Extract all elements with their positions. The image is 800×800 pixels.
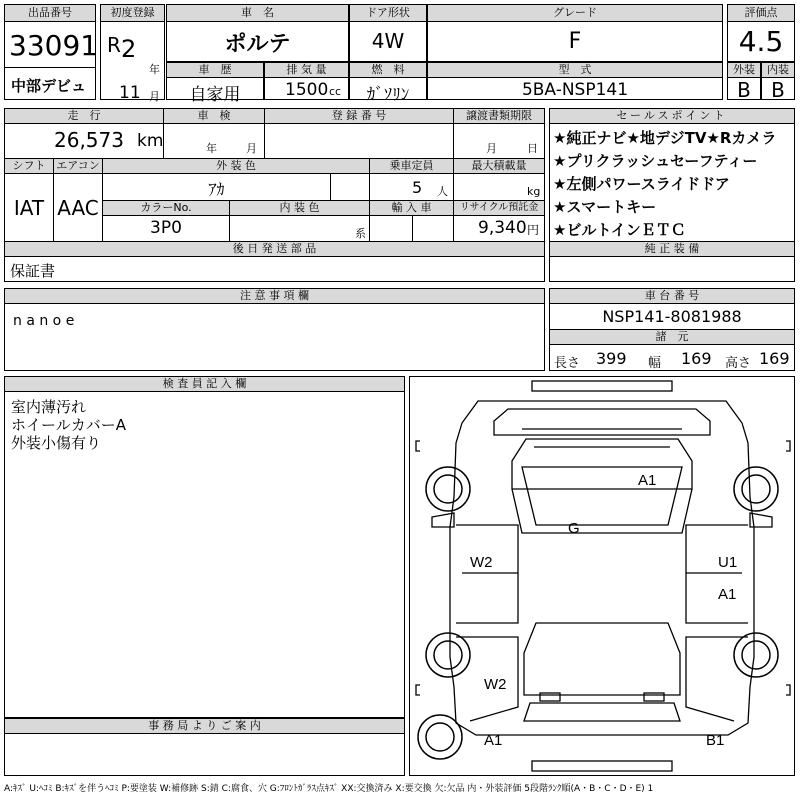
color-value: ｱｶ (208, 180, 225, 199)
colorno-value: 3P0 (150, 218, 182, 238)
registration-label: 初度登録 (100, 4, 165, 22)
interior-color-label: 内 装 色 (229, 200, 370, 216)
lot-box (4, 4, 99, 100)
car-name-box (166, 4, 349, 62)
score-box (727, 4, 795, 62)
inspector-box (4, 376, 405, 718)
later-parts-label: 後 日 発 送 部 品 (4, 241, 545, 257)
interior-grade-label: 内装 (761, 62, 795, 78)
sales-item-3: ★左側パワースライドドア (553, 175, 730, 193)
length-value: 399 (596, 349, 627, 368)
year-unit: 年 (149, 63, 160, 76)
inspection-year-unit: 年 (206, 142, 217, 155)
history-value: 自家用 (189, 85, 241, 105)
exterior-grade: B (737, 78, 751, 102)
shift-label: シフト (4, 158, 54, 174)
door-label: ドア形状 (349, 4, 427, 22)
car-name: ポルテ (224, 32, 291, 57)
era-text: R (107, 33, 121, 57)
registration-box (100, 4, 165, 103)
shift-value: IAT (13, 196, 45, 220)
inspector-line-3: 外装小傷有り (11, 434, 102, 452)
height-label: 高さ (725, 356, 752, 371)
capacity-unit: 人 (437, 185, 448, 198)
legend-text: A:ｷｽﾞ U:ﾍｺﾐ B:ｷｽﾞを伴うﾍｺﾐ P:要塗装 W:補修跡 S:錆 C:腐食、穴 G:ﾌﾛﾝﾄｶﾞﾗｽ点ｷｽﾞ XX:交換済み X:要交換 欠:欠品 内・外装評価 5段階ﾗﾝｸ順(A・B・C・D・E) 1 (4, 784, 654, 794)
inspection-month-unit: 月 (246, 142, 257, 155)
displacement-unit: cc (329, 85, 342, 98)
mark-b1: B1 (706, 732, 725, 749)
chassis-number: NSP141-8081988 (602, 307, 742, 326)
inspection-label: 車 検 (163, 108, 265, 124)
transfer-label: 譲渡書類期限 (453, 108, 545, 124)
capacity-value: 5 (412, 178, 423, 197)
mark-a1-bottom: A1 (484, 732, 503, 749)
chassis-box (549, 288, 795, 371)
door-value: 4W (371, 29, 405, 53)
color-label: 外 装 色 (102, 158, 370, 174)
car-name-label: 車 名 (166, 4, 349, 22)
length-label: 長さ (554, 356, 581, 371)
grade-box (427, 4, 723, 62)
debut-text: 中部デビュ (11, 77, 87, 95)
history-box (166, 62, 264, 105)
displacement-box (264, 62, 349, 100)
ac-value: AAC (57, 196, 99, 220)
equipment-area (549, 256, 795, 282)
lot-number: 33091 (9, 29, 99, 62)
import-label: 輸 入 車 (369, 200, 454, 216)
sales-item-1: ★純正ナビ★地デジTV★Rカメラ (553, 129, 777, 147)
transfer-day-unit: 日 (527, 142, 538, 155)
notes-label: 注 意 事 項 欄 (4, 288, 545, 304)
interior-color-unit: 系 (355, 227, 366, 240)
month-text: 11 (119, 83, 141, 103)
history-label: 車 歴 (166, 62, 264, 78)
colorno-label: カラーNo. (102, 200, 230, 216)
capacity-label: 乗車定員 (369, 158, 454, 174)
recycle-unit: 円 (527, 223, 540, 237)
lot-label: 出品番号 (4, 4, 96, 22)
office-label: 事 務 局 よ り ご 案 内 (4, 718, 405, 734)
inspector-label: 検 査 員 記 入 欄 (4, 376, 405, 392)
chassis-label: 車 台 番 号 (549, 288, 795, 304)
mark-u1: U1 (718, 554, 738, 571)
exterior-grade-label: 外装 (727, 62, 761, 78)
exterior-grade-box (727, 62, 761, 100)
load-label: 最大積載量 (453, 158, 545, 174)
mileage-unit: km (137, 131, 164, 151)
notes-box (4, 288, 545, 371)
notes-text: n a n o e (13, 313, 75, 329)
fuel-label: 燃 料 (349, 62, 427, 78)
inspector-line-1: 室内薄汚れ (11, 398, 87, 416)
car-diagram-drawing (410, 377, 794, 775)
interior-grade-box (761, 62, 795, 100)
mileage-label: 走 行 (4, 108, 164, 124)
displacement-value: 1500 (285, 80, 329, 100)
equipment-label: 純 正 装 備 (549, 241, 795, 257)
sales-item-4: ★スマートキー (553, 198, 657, 216)
office-box (4, 718, 405, 776)
car-diagram (409, 376, 795, 776)
width-value: 169 (681, 349, 712, 368)
month-unit: 月 (149, 90, 160, 103)
plate-label: 登 録 番 号 (264, 108, 454, 124)
displacement-label: 排 気 量 (264, 62, 349, 78)
sales-box (549, 108, 795, 242)
width-label: 幅 (648, 356, 662, 371)
ac-label: エアコン (53, 158, 103, 174)
mark-w2-left: W2 (470, 554, 493, 571)
sales-item-5: ★ビルトインＥＴＣ (553, 221, 686, 239)
sales-label: セールスポイント (549, 108, 795, 124)
dims-label: 諸 元 (549, 329, 795, 345)
recycle-value: 9,340 (478, 218, 527, 238)
later-parts-value: 保証書 (10, 262, 56, 280)
year-text: 2 (121, 35, 137, 63)
mileage-value: 26,573 (54, 128, 124, 152)
fuel-value: ｶﾞｿﾘﾝ (366, 85, 410, 105)
sales-item-2: ★プリクラッシュセーフティー (553, 152, 758, 170)
model-box (427, 62, 723, 100)
interior-grade: B (771, 78, 785, 102)
load-unit: kg (527, 185, 541, 198)
door-box (349, 4, 427, 62)
score-value: 4.5 (738, 25, 784, 58)
mark-a1-top: A1 (638, 472, 657, 489)
transfer-month-unit: 月 (486, 142, 497, 155)
fuel-box (349, 62, 427, 105)
inspector-line-2: ホイールカバーA (11, 416, 126, 434)
score-label: 評価点 (727, 4, 795, 22)
mark-g: G (568, 520, 580, 537)
grade-value: F (568, 29, 582, 54)
mark-a1-right: A1 (718, 586, 737, 603)
mark-w2-lower: W2 (484, 676, 507, 693)
recycle-label: リサイクル預託金 (453, 200, 545, 216)
grade-label: グレード (427, 4, 723, 22)
model-value: 5BA-NSP141 (521, 80, 629, 100)
height-value: 169 (759, 349, 790, 368)
model-label: 型 式 (427, 62, 723, 78)
